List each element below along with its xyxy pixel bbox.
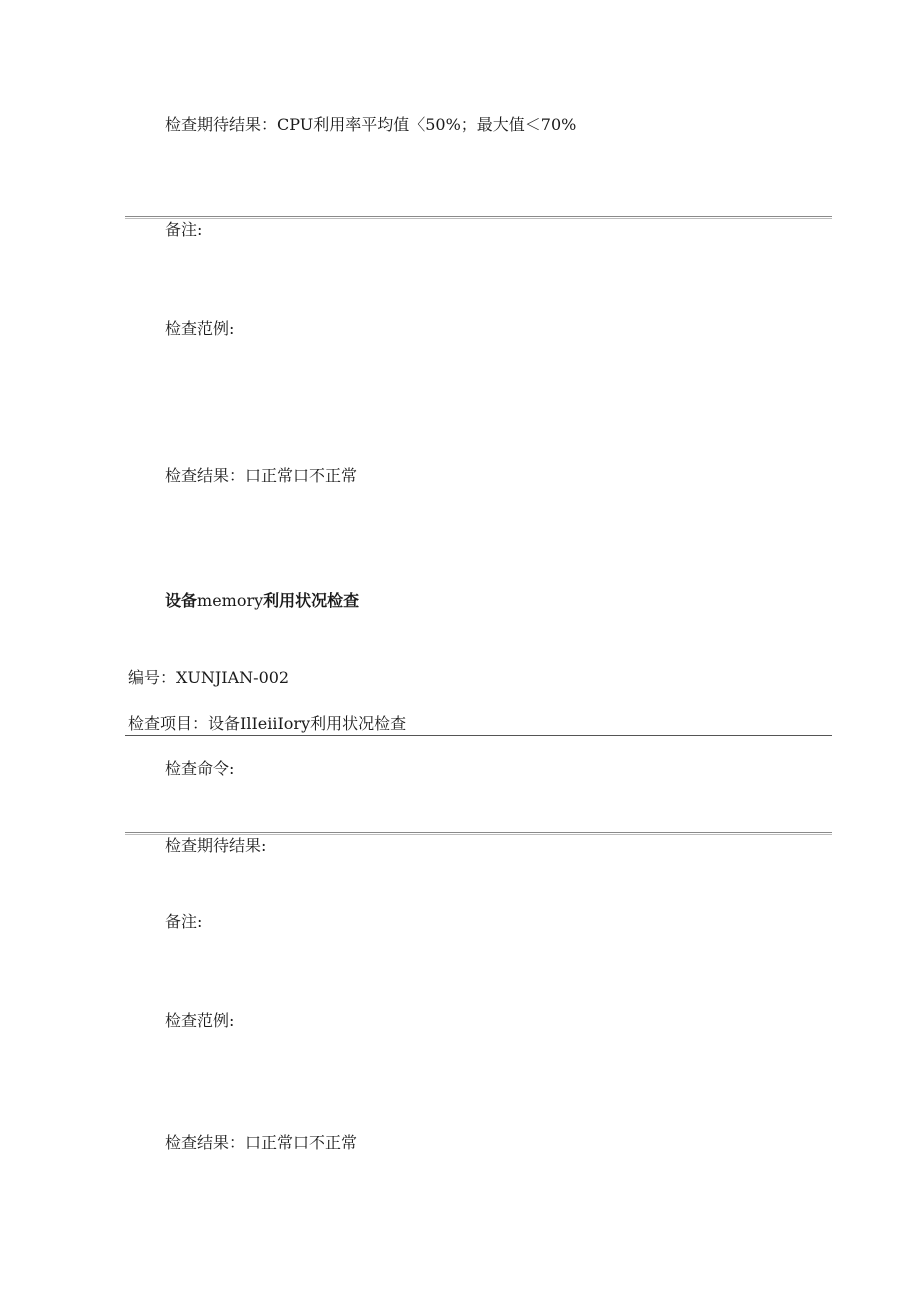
cpu-expected-result: 检查期待结果：CPU利用率平均值〈50%；最大值＜70%: [165, 115, 577, 134]
cpu-example-label: 检查范例:: [165, 319, 235, 338]
divider-line: [125, 832, 832, 835]
memory-item-number: 编号：XUNJIAN-002: [128, 668, 290, 687]
memory-expected-result: 检查期待结果:: [165, 836, 267, 855]
memory-check-command: 检查命令:: [165, 759, 235, 778]
memory-check-item: 检查项目：设备IlIeiiIory利用状况检查: [128, 714, 407, 733]
heading-suffix: 利用状况检查: [263, 591, 360, 610]
memory-section-heading: [165, 591, 359, 611]
memory-remarks-label: 备注:: [165, 912, 203, 931]
divider-line: [125, 216, 832, 219]
heading-prefix: 设备: [165, 591, 198, 610]
cpu-check-result: 检查结果：口正常口不正常: [165, 466, 358, 485]
divider-line: [125, 735, 832, 736]
memory-check-result: 检查结果：口正常口不正常: [165, 1133, 358, 1152]
heading-latin: memory: [197, 591, 264, 610]
cpu-remarks-label: 备注:: [165, 220, 203, 239]
memory-example-label: 检查范例:: [165, 1011, 235, 1030]
